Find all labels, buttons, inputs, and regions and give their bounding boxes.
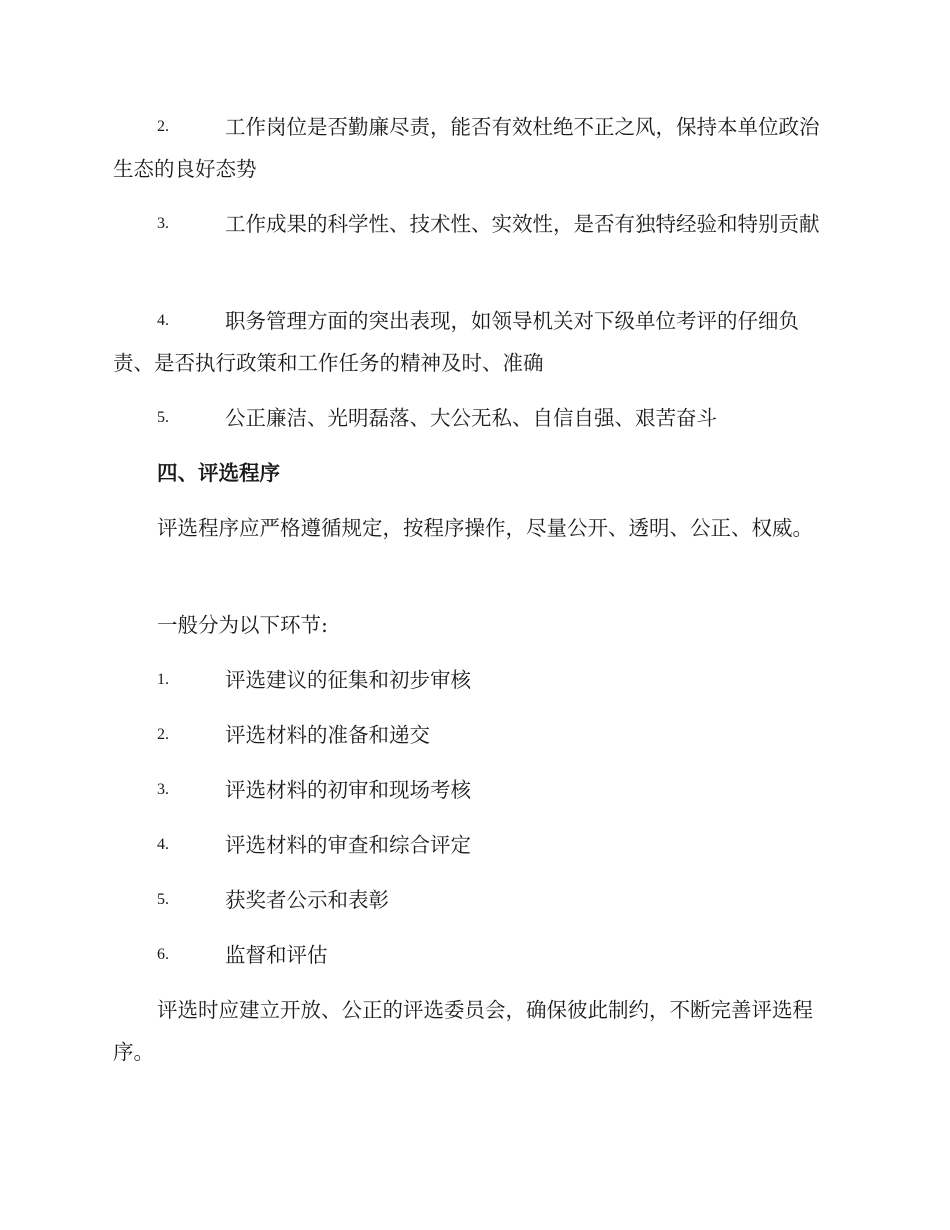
list-item — [113, 659, 835, 701]
paragraph: 评选程序应严格遵循规定，按程序操作，尽量公开、透明、公正、权威。 — [157, 516, 813, 540]
paragraph: 评选时应建立开放、公正的评选委员会，确保彼此制约，不断完善评选程序。 — [113, 998, 813, 1064]
list-number: 4. — [157, 312, 169, 329]
list-text: 获奖者公示和表彰 — [225, 888, 389, 912]
list-text: 评选材料的审查和综合评定 — [225, 833, 471, 857]
list-item — [113, 203, 835, 245]
list-item — [113, 769, 835, 811]
list-item — [113, 714, 835, 756]
section-heading-block — [113, 452, 835, 494]
list-number: 3. — [157, 781, 169, 798]
paragraph: 一般分为以下环节: — [157, 613, 328, 637]
list-item — [113, 824, 835, 866]
list-item — [113, 879, 835, 921]
list-text: 工作成果的科学性、技术性、实效性，是否有独特经验和特别贡献 — [225, 212, 820, 236]
list-text: 评选材料的初审和现场考核 — [225, 778, 471, 802]
list-text: 评选材料的准备和递交 — [225, 723, 430, 747]
list-number: 2. — [157, 118, 169, 135]
list-number: 3. — [157, 215, 169, 232]
list-text: 职务管理方面的突出表现，如领导机关对下级单位考评的仔细负责、是否执行政策和工作任务的精神及时、准确 — [113, 309, 799, 375]
list-number: 1. — [157, 671, 169, 688]
section-heading: 四、评选程序 — [157, 461, 280, 485]
list-text: 工作岗位是否勤廉尽责，能否有效杜绝不正之风，保持本单位政治生态的良好态势 — [113, 115, 820, 181]
paragraph-block — [113, 989, 835, 1073]
list-text: 公正廉洁、光明磊落、大公无私、自信自强、艰苦奋斗 — [225, 406, 717, 430]
list-number: 2. — [157, 726, 169, 743]
list-text: 评选建议的征集和初步审核 — [225, 668, 471, 692]
paragraph-block — [113, 604, 835, 646]
list-number: 5. — [157, 409, 169, 426]
list-number: 5. — [157, 891, 169, 908]
list-number: 4. — [157, 836, 169, 853]
list-text: 监督和评估 — [225, 943, 328, 967]
list-item — [113, 397, 835, 439]
paragraph-block — [113, 507, 835, 549]
list-item — [113, 934, 835, 976]
list-number: 6. — [157, 946, 169, 963]
list-item — [113, 300, 835, 384]
list-item — [113, 106, 835, 190]
